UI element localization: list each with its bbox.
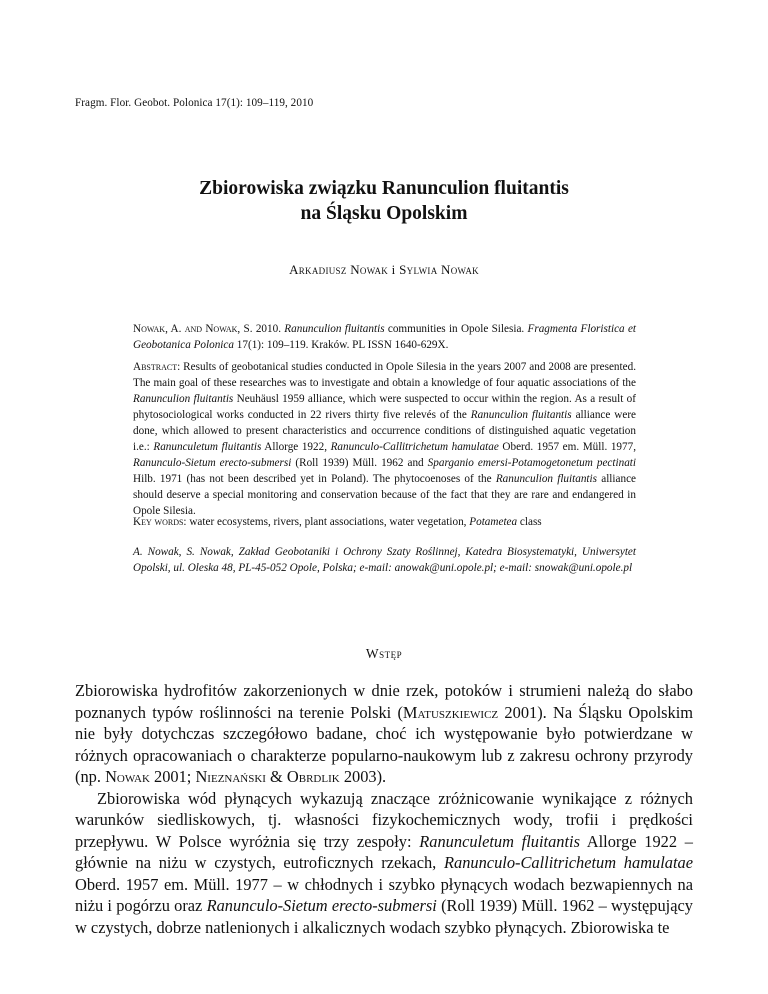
paragraph	[75, 680, 693, 788]
association-name: Ranunculo-Sietum erecto-submersi	[206, 896, 437, 915]
text-run: Zbiorowiska wód płynących wykazują znaczące zróżnicowanie wynikające z różnych warunków siedliskowych, tj. własności fizykochemicznych wody, trofii i prędkości przepływu. W Polsce wyróżnia się trzy zespoły:	[75, 788, 693, 851]
abstract	[133, 359, 636, 519]
paragraph	[75, 788, 693, 939]
citation	[133, 321, 636, 353]
abstract-text: Neuhäusl 1959 alliance, which were suspected to occur within the region. As a result of phytosociological works conducted in 22 rivers thirty five relevés of the	[133, 393, 636, 421]
text-run: Zbiorowiska hydrofitów zakorzenionych w dnie rzek, potoków i strumieni należą do słabo poznanych typów roślinności na terenie Polski (	[75, 681, 693, 722]
abstract-italic: Ranunculion fluitantis	[495, 473, 598, 485]
article-title	[0, 176, 768, 226]
reference-author: Nowak	[105, 767, 150, 786]
keywords-text: water ecosystems, rivers, plant associations, water vegetation,	[189, 516, 467, 528]
text-run: 2001;	[154, 767, 192, 786]
citation-details: 17(1): 109–119. Kraków. PL ISSN 1640-629X.	[236, 339, 449, 351]
association-name: Ranunculo-Callitrichetum hamulatae	[330, 441, 499, 453]
association-name: Ranunculo-Sietum erecto-submersi	[133, 457, 292, 469]
citation-title-italic: Ranunculion fluitantis	[284, 323, 385, 335]
association-name: Ranunculetum fluitantis	[153, 441, 262, 453]
keywords-label: Key words:	[133, 516, 187, 528]
body-text	[75, 680, 693, 938]
citation-title-rest: communities in Opole Silesia.	[387, 323, 525, 335]
association-authority: Hilb. 1971 (has not been described yet in Poland). The phytocoenoses of the	[133, 473, 492, 485]
author-2: Sylwia Nowak	[399, 262, 479, 277]
section-heading: Wstęp	[365, 646, 403, 661]
abstract-italic: Ranunculion fluitantis	[470, 409, 572, 421]
association-authority: (Roll 1939) Müll. 1962 and	[295, 457, 424, 469]
text-run: (Roll 1939) Müll. 1962 – występujący w czystych, dobrze natlenionych i alkalicznych wodach szybko płynących. Zbiorowiska te	[75, 896, 693, 937]
abstract-italic: Ranunculion fluitantis	[133, 393, 234, 405]
address-text: A. Nowak, S. Nowak, Zakład Geobotaniki i Ochrony Szaty Roślinnej, Katedra Biosystematyki, Uniwersytet Opolski, ul. Oleska 48, PL-45-052 Opole, Polska; e-mail: anowak@uni.opole.pl; e-mail: snowak@uni.opole.pl	[133, 546, 636, 574]
abstract-text: Results of geobotanical studies conducted in Opole Silesia in the years 2007 and 2008 are presented. The main goal of these researches was to investigate and obtain a knowledge of four aquatic associations of the	[133, 361, 636, 389]
association-name: Ranunculetum fluitantis	[419, 831, 580, 851]
citation-authors: Nowak, A. and Nowak, S. 2010.	[133, 323, 281, 335]
abstract-text: alliance were done, which allowed to present characteristics and occurrence conditions of distinguished aquatic vegetation i.e.:	[133, 409, 637, 453]
reference-author: Matuszkiewicz	[402, 702, 499, 722]
author-address	[133, 544, 636, 576]
keywords-italic: Potametea	[469, 516, 518, 528]
abstract-label: Abstract:	[133, 361, 181, 373]
association-name: Ranunculo-Callitrichetum hamulatae	[444, 853, 693, 872]
text-run: Oberd. 1957 em. Müll. 1977 – w chłodnych i szybko płynących wodach bezwapiennych na niżu i pogórzu oraz	[75, 874, 693, 915]
title-line-1: Zbiorowiska związku Ranunculion fluitantis	[199, 178, 569, 199]
text-run: 2003).	[343, 767, 387, 786]
running-head: Fragm. Flor. Geobot. Polonica 17(1): 109–119, 2010	[75, 97, 314, 109]
abstract-text: alliance should deserve a special monitoring and conservation because of the fact that they are rare and endangered in Opole Silesia.	[133, 473, 637, 517]
association-authority: Allorge 1922,	[264, 441, 328, 453]
keywords-end: class	[519, 516, 542, 528]
text-run: Allorge 1922 – głównie na niżu w czystych, eutroficznych rzekach,	[75, 831, 693, 872]
author-line	[0, 262, 768, 278]
association-authority: Oberd. 1957 em. Müll. 1977,	[502, 441, 637, 453]
association-name: Sparganio emersi-Potamogetonetum pectinati	[427, 457, 637, 469]
text-run: 2001). Na Śląsku Opolskim nie były dotychczas szczegółowo badane, choć ich występowanie było potwierdzane w różnych opracowaniach o charakterze popularno-naukowym lub z zakresu ochrony przyrody (np.	[75, 702, 693, 786]
author-conjunction: i	[391, 262, 396, 277]
title-line-2: na Śląsku Opolskim	[300, 203, 468, 224]
keywords	[133, 514, 636, 530]
citation-journal: Fragmenta Floristica et Geobotanica Polonica	[133, 323, 637, 351]
author-1: Arkadiusz Nowak	[289, 262, 389, 277]
reference-author: Nieznański & Obrdlik	[195, 767, 340, 786]
